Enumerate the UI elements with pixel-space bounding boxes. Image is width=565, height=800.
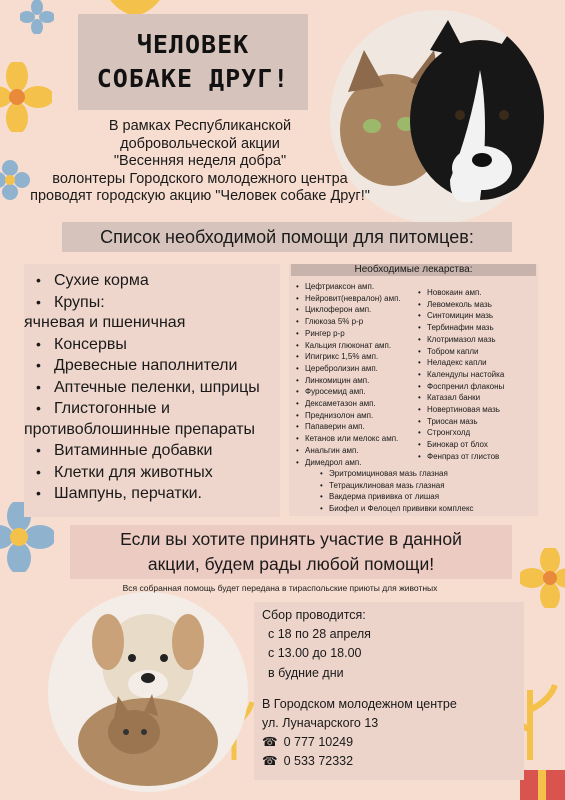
yellow-flower-icon: [20, 0, 54, 34]
join-line: Если вы хотите принять участие в данной: [120, 529, 462, 549]
list-item: • Крупы:: [24, 292, 324, 314]
list-item: • Сухие корма: [24, 270, 324, 292]
list-item: • Клетки для животных: [24, 462, 324, 484]
list-item: • Фоспренил флаконы: [418, 381, 504, 393]
list-item: • Клотримазол мазь: [418, 334, 504, 346]
intro-line: "Весенняя неделя добра": [113, 153, 287, 169]
list-item: • Шампунь, перчатки.: [24, 483, 324, 505]
list-item: • Рингер р-р: [296, 328, 401, 340]
page-title-line2: СОБАКЕ ДРУГ!: [96, 64, 290, 93]
list-item: • Тобром капли: [418, 346, 504, 358]
list-item: • Календулы настойка: [418, 369, 504, 381]
list-item: • Кальция глюконат амп.: [296, 340, 401, 352]
title-box: [78, 14, 308, 110]
list-heading: Список необходимой помощи для питомцев:: [62, 222, 512, 252]
items-list: [24, 270, 324, 505]
list-item: • Преднизолон амп.: [296, 410, 401, 422]
info-place: В Городском молодежном центре: [262, 696, 457, 711]
list-item: • Тетрациклиновая мазь глазная: [320, 480, 474, 492]
list-item: • Бинокар от блох: [418, 439, 504, 451]
list-item: • Древесные наполнители: [24, 355, 324, 377]
info-title: Сбор проводится:: [262, 608, 366, 622]
list-item: противоблошинные препараты: [24, 420, 256, 438]
page-title-line1: ЧЕЛОВЕК: [136, 30, 250, 59]
list-item: • Глистогонные и: [24, 398, 324, 420]
list-item: • Ипигрикс 1,5% амп.: [296, 351, 401, 363]
list-item: • Левомеколь мазь: [418, 299, 504, 311]
list-item: • Триосан мазь: [418, 416, 504, 428]
meds-right-column: [418, 287, 504, 463]
list-item: • Церебролизин амп.: [296, 363, 401, 375]
list-item: ячневая и пшеничная: [24, 314, 186, 331]
note-text: Вся собранная помощь будет передана в тираспольские приюты для животных: [122, 583, 438, 593]
join-line: акции, будем рады любой помощи!: [147, 554, 435, 574]
puppy-kitten-photo: [48, 592, 248, 792]
list-item: • Линкомицин амп.: [296, 375, 401, 387]
list-item: • Дексаметазон амп.: [296, 398, 401, 410]
phone-number[interactable]: ☎ 0 533 72332: [262, 752, 457, 771]
gift-icon: [520, 760, 565, 800]
list-item: • Фенпраз от глистов: [418, 451, 504, 463]
intro-line: В рамках Республиканской: [108, 118, 292, 134]
meds-bottom-list: [320, 468, 474, 515]
intro-line: волонтеры Городского молодежного центра: [52, 170, 348, 187]
list-item: • Вакдерма прививка от лишая: [320, 491, 474, 503]
info-address: ул. Луначарского 13: [262, 716, 379, 731]
meds-heading: Необходимые лекарства:: [291, 264, 536, 276]
list-item: • Анальгин амп.: [296, 445, 401, 457]
list-item: • Глюкоза 5% р-р: [296, 316, 401, 328]
list-item: • Папаверин амп.: [296, 421, 401, 433]
list-item: • Нейровит(невралон) амп.: [296, 293, 401, 305]
list-item: • Тербинафин мазь: [418, 322, 504, 334]
list-item: • Кетанов или мелокс амп.: [296, 433, 401, 445]
list-item: • Новертиновая мазь: [418, 404, 504, 416]
list-item: • Стронгхолд: [418, 427, 504, 439]
phone-number[interactable]: ☎ 0 777 10249: [262, 733, 457, 752]
yellow-flower-icon: [520, 548, 565, 608]
join-text: [70, 527, 512, 577]
list-item: • Новокаин амп.: [418, 287, 504, 299]
info-days: в будние дни: [268, 665, 344, 680]
list-item: • Эритромициновая мазь глазная: [320, 468, 474, 480]
list-item: • Витаминные добавки: [24, 440, 324, 462]
info-dates: с 18 по 28 апреля: [268, 627, 371, 642]
list-item: • Цефтриаксон амп.: [296, 281, 401, 293]
intro-text: [20, 118, 380, 206]
list-item: • Катазал банки: [418, 392, 504, 404]
list-item: • Аптечные пеленки, шприцы: [24, 377, 324, 399]
list-item: • Синтомицин мазь: [418, 310, 504, 322]
list-item: • Консервы: [24, 334, 324, 356]
list-item: • Биофел и Фелоцел прививки комплекс: [320, 503, 474, 515]
info-time: с 13.00 до 18.00: [268, 646, 362, 661]
list-item: • Циклоферон амп.: [296, 304, 401, 316]
info-text: [262, 606, 457, 772]
list-item: • Фуросемид амп.: [296, 386, 401, 398]
list-item: • Димедрол амп.: [296, 457, 401, 469]
list-item: • Неладекс капли: [418, 357, 504, 369]
intro-line: добровольческой акции: [120, 135, 280, 152]
intro-line: проводят городскую акцию "Человек собаке Друг!": [30, 188, 370, 204]
meds-left-column: [296, 281, 401, 468]
